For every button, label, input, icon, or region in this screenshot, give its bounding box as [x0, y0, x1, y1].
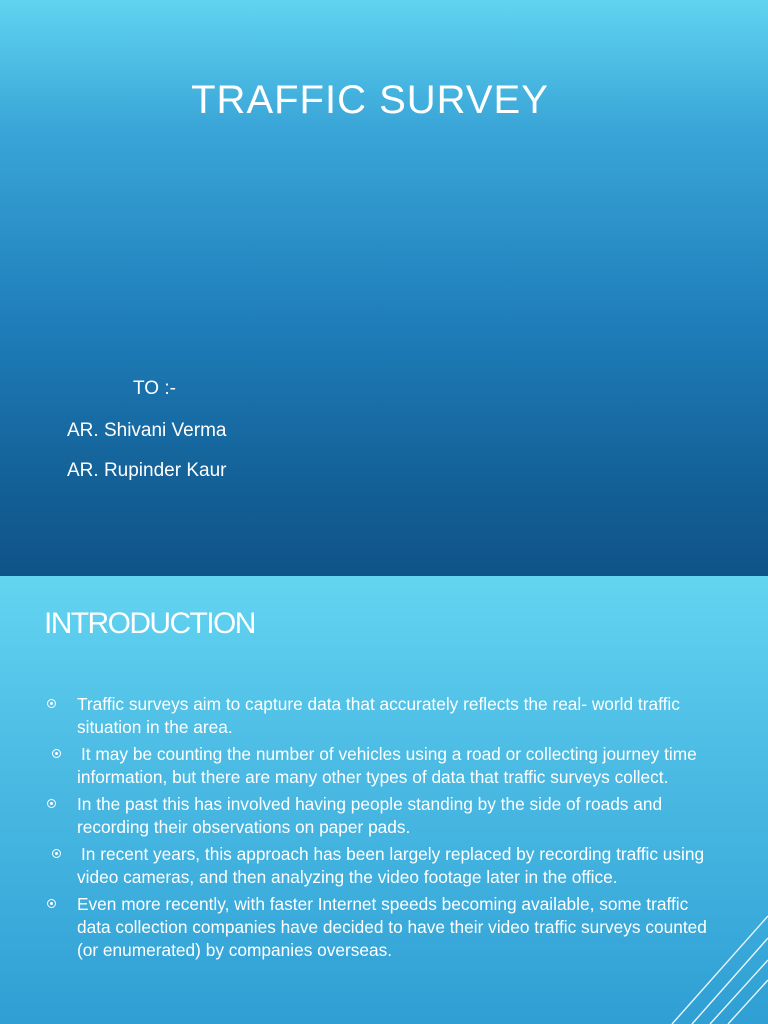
circle-dot-bullet-icon	[47, 899, 56, 908]
bullet-item	[0, 743, 768, 789]
slide-title: TRAFFIC SURVEY	[191, 78, 549, 122]
bullet-item	[0, 693, 768, 739]
circle-dot-bullet-icon	[47, 799, 56, 808]
bullet-text: Even more recently, with faster Internet speeds becoming available, some traffic data collection companies have decided to have their video traffic surveys counted (or enumerated) by companies overseas.	[77, 894, 707, 960]
to-label: TO :-	[133, 378, 176, 399]
bullet-item	[0, 793, 768, 839]
recipient-name: AR. Rupinder Kaur	[67, 460, 227, 481]
circle-dot-bullet-icon	[52, 749, 61, 758]
circle-dot-bullet-icon	[52, 849, 61, 858]
section-heading: INTRODUCTION	[44, 607, 255, 640]
diagonal-lines-icon	[648, 864, 768, 1024]
introduction-slide	[0, 576, 768, 1024]
bullet-text: Traffic surveys aim to capture data that accurately reflects the real- world traffic situation in the area.	[77, 694, 680, 737]
recipient-name: AR. Shivani Verma	[67, 420, 227, 441]
bullet-text: In the past this has involved having people standing by the side of roads and recording their observations on paper pads.	[77, 794, 663, 837]
bullet-text: It may be counting the number of vehicles using a road or collecting journey time information, but there are many other types of data that traffic surveys collect.	[77, 744, 697, 787]
bullet-text: In recent years, this approach has been largely replaced by recording traffic using video cameras, and then analyzing the video footage later in the office.	[77, 844, 705, 887]
circle-dot-bullet-icon	[47, 699, 56, 708]
